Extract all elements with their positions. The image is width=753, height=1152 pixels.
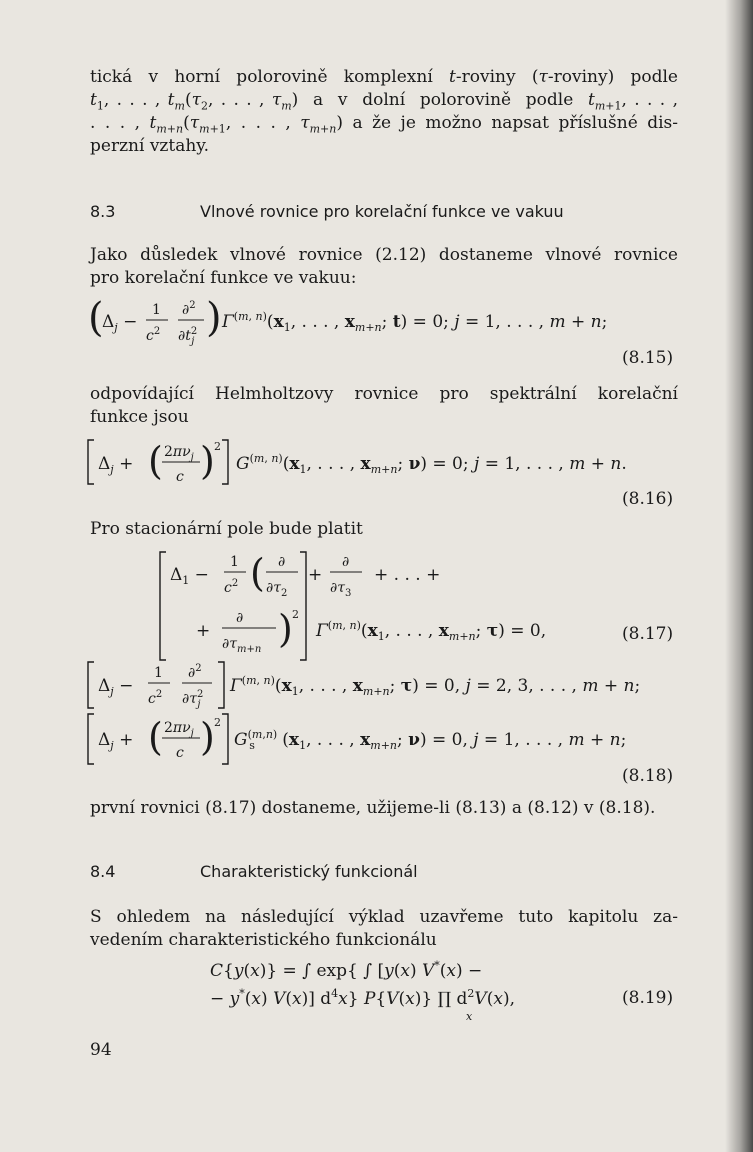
svg-text:G(m, n)(x1, . . . , xm+n; ν) =: $G^{(m, n)}(x_1$, . . . , $x_m+n$; ν) = 0; j = 1, . . . , m + n. xyxy=(236,452,627,476)
svg-text:c: c xyxy=(176,745,184,761)
svg-text:1: 1 xyxy=(230,554,239,570)
svg-text:(: ( xyxy=(250,551,265,595)
equation-number: (8.18) xyxy=(622,766,674,786)
svg-text:): ) xyxy=(200,439,215,483)
svg-text:∂τ2: $\partial\tau_2$ xyxy=(266,580,288,599)
equation-number: (8.15) xyxy=(622,348,674,368)
section-number: 8.4 xyxy=(90,862,116,881)
text-line: odpovídající Helmholtzovy rovnice pro spektrální korelační xyxy=(90,384,678,404)
equation-8-16 xyxy=(88,436,688,493)
text-line: . . . , $t_{m+n}(\tau_{m+1}$, . . . , $\tau_{m+n}$) a že je možno napsat příslušné dis- xyxy=(90,113,679,136)
svg-text:c2: $c^2$ xyxy=(224,578,239,596)
svg-text:Δj +: $\Delta_j$ + xyxy=(98,730,134,752)
svg-text:1: 1 xyxy=(154,665,163,681)
svg-text:x: x xyxy=(466,1010,473,1023)
svg-text:c2: $c^2$ xyxy=(146,326,161,344)
svg-text:c2: $c^2$ xyxy=(148,689,163,707)
equation-8-18-second xyxy=(88,712,688,773)
svg-text:Δj −: $\Delta_j$ − xyxy=(102,312,138,334)
svg-text:∂: ∂ xyxy=(236,610,244,626)
page-shadow-edge xyxy=(725,0,753,1152)
svg-text:2πνj: $2\pi\nu_j$ xyxy=(164,720,194,739)
svg-text:+: + xyxy=(308,565,323,585)
text-line: první rovnici (8.17) dostaneme, užijeme-li (8.13) a (8.12) v (8.18). xyxy=(90,798,656,818)
svg-text:Γ(m, n)(x1, . . . , xm+n; τ) =: $\Gamma^{(m, n)}(x_1$, . . . , $x_m+n$; τ) = 0, j = 2, 3, . . . , m + n; xyxy=(230,674,641,698)
svg-text:∂: ∂ xyxy=(342,554,350,570)
svg-text:∂2: ∂$^2$ xyxy=(182,300,196,318)
svg-text:): ) xyxy=(278,607,293,651)
svg-text:∂: ∂ xyxy=(278,554,286,570)
equation-8-19-line2 xyxy=(210,984,610,1029)
section-title: Vlnové rovnice pro korelační funkce ve vakuu xyxy=(200,202,564,221)
section-title: Charakteristický funkcionál xyxy=(200,862,418,881)
svg-text:∂τm+n: $\partial\tau_m+n$ xyxy=(222,636,262,655)
text-line: Pro stacionární pole bude platit xyxy=(90,519,363,539)
text-line: funkce jsou xyxy=(90,407,189,427)
svg-text:2: 2 xyxy=(214,716,221,729)
svg-text:): ) xyxy=(200,715,215,759)
svg-text:): ) xyxy=(206,295,222,341)
equation-number: (8.17) xyxy=(622,624,674,644)
svg-text:C{y(x)} = ∫ exp{ ∫ [y(x) V*(x): C{y(x)} = ∫ exp{ ∫ [y(x) V*(x) − xyxy=(210,959,483,981)
svg-text:Γ(m, n)(x1, . . . , xm+n; t) =: $\Gamma^{(m, n)}(x_1$, . . . , $x_m+n$; t) = 0; j = 1, . . . , m + n; xyxy=(222,310,608,334)
equation-number: (8.19) xyxy=(622,988,674,1008)
svg-text:Γ(m, n)(x1, . . . , xm+n; τ) =: $\Gamma^{(m, n)}(x_1$, . . . , $x_m+n$; τ) = 0, xyxy=(316,619,547,643)
svg-text:2: 2 xyxy=(292,608,299,621)
text-line: perzní vztahy. xyxy=(90,136,210,156)
equation-8-17 xyxy=(160,548,680,673)
svg-text:Δj +: $\Delta_j$ + xyxy=(98,454,134,476)
text-line: tická v horní polorovině komplexní t-roviny (τ-roviny) podle xyxy=(90,67,678,87)
svg-text:∂2: ∂$^2$ xyxy=(188,663,202,681)
svg-text:+: + xyxy=(196,621,211,641)
section-number: 8.3 xyxy=(90,202,116,221)
equation-8-15 xyxy=(88,296,688,353)
svg-text:∂t2j: $\partial t^2$ j xyxy=(178,326,198,347)
svg-text:(: ( xyxy=(148,439,163,483)
svg-text:1: 1 xyxy=(152,302,161,318)
text-line: S ohledem na následující výklad uzavřeme tuto kapitolu za- xyxy=(90,907,678,927)
text-line: $t_1$, . . . , $t_m(\tau_2$, . . . , $\tau_m$) a v dolní polorovině podle $t_{m+1}$, . . . , xyxy=(90,90,678,113)
svg-text:2πνj: $2\pi\nu_j$ xyxy=(164,444,194,463)
svg-text:2: 2 xyxy=(214,440,221,453)
svg-text:(: ( xyxy=(148,715,163,759)
equation-8-18-first xyxy=(88,660,688,717)
svg-text:c: c xyxy=(176,469,184,485)
equation-number: (8.16) xyxy=(622,489,674,509)
svg-text:− y*(x) V(x)] d4x} P{V(x)} ∏ d: − y*(x) V(x)] $d^4x$} P{V(x)} ∏ $d^2V(x)$, xyxy=(210,987,515,1009)
text-line: vedením charakteristického funkcionálu xyxy=(90,930,437,950)
text-line: pro korelační funkce ve vakuu: xyxy=(90,268,357,288)
svg-text:∂τ2j: $\partial\tau^2$ j xyxy=(182,689,204,710)
svg-text:Δ1 −: $\Delta_1$ − xyxy=(170,565,209,587)
svg-text:(: ( xyxy=(88,295,104,341)
text-line: Jako důsledek vlnové rovnice (2.12) dostaneme vlnové rovnice xyxy=(90,245,678,265)
svg-text:+ . . . +: + . . . + xyxy=(374,565,441,585)
page-number: 94 xyxy=(90,1040,112,1060)
svg-text:∂τ3: $\partial\tau_3$ xyxy=(330,580,352,599)
svg-text:Δj −: $\Delta_j$ − xyxy=(98,676,134,698)
svg-text:G(m,n)s (x1, . . . , xm+n; ν): G$^{(m,n)}$ s ($x_1$, . . . , $x_m+n$; ν) = 0, j = 1, . . . , m + n; xyxy=(234,728,627,752)
